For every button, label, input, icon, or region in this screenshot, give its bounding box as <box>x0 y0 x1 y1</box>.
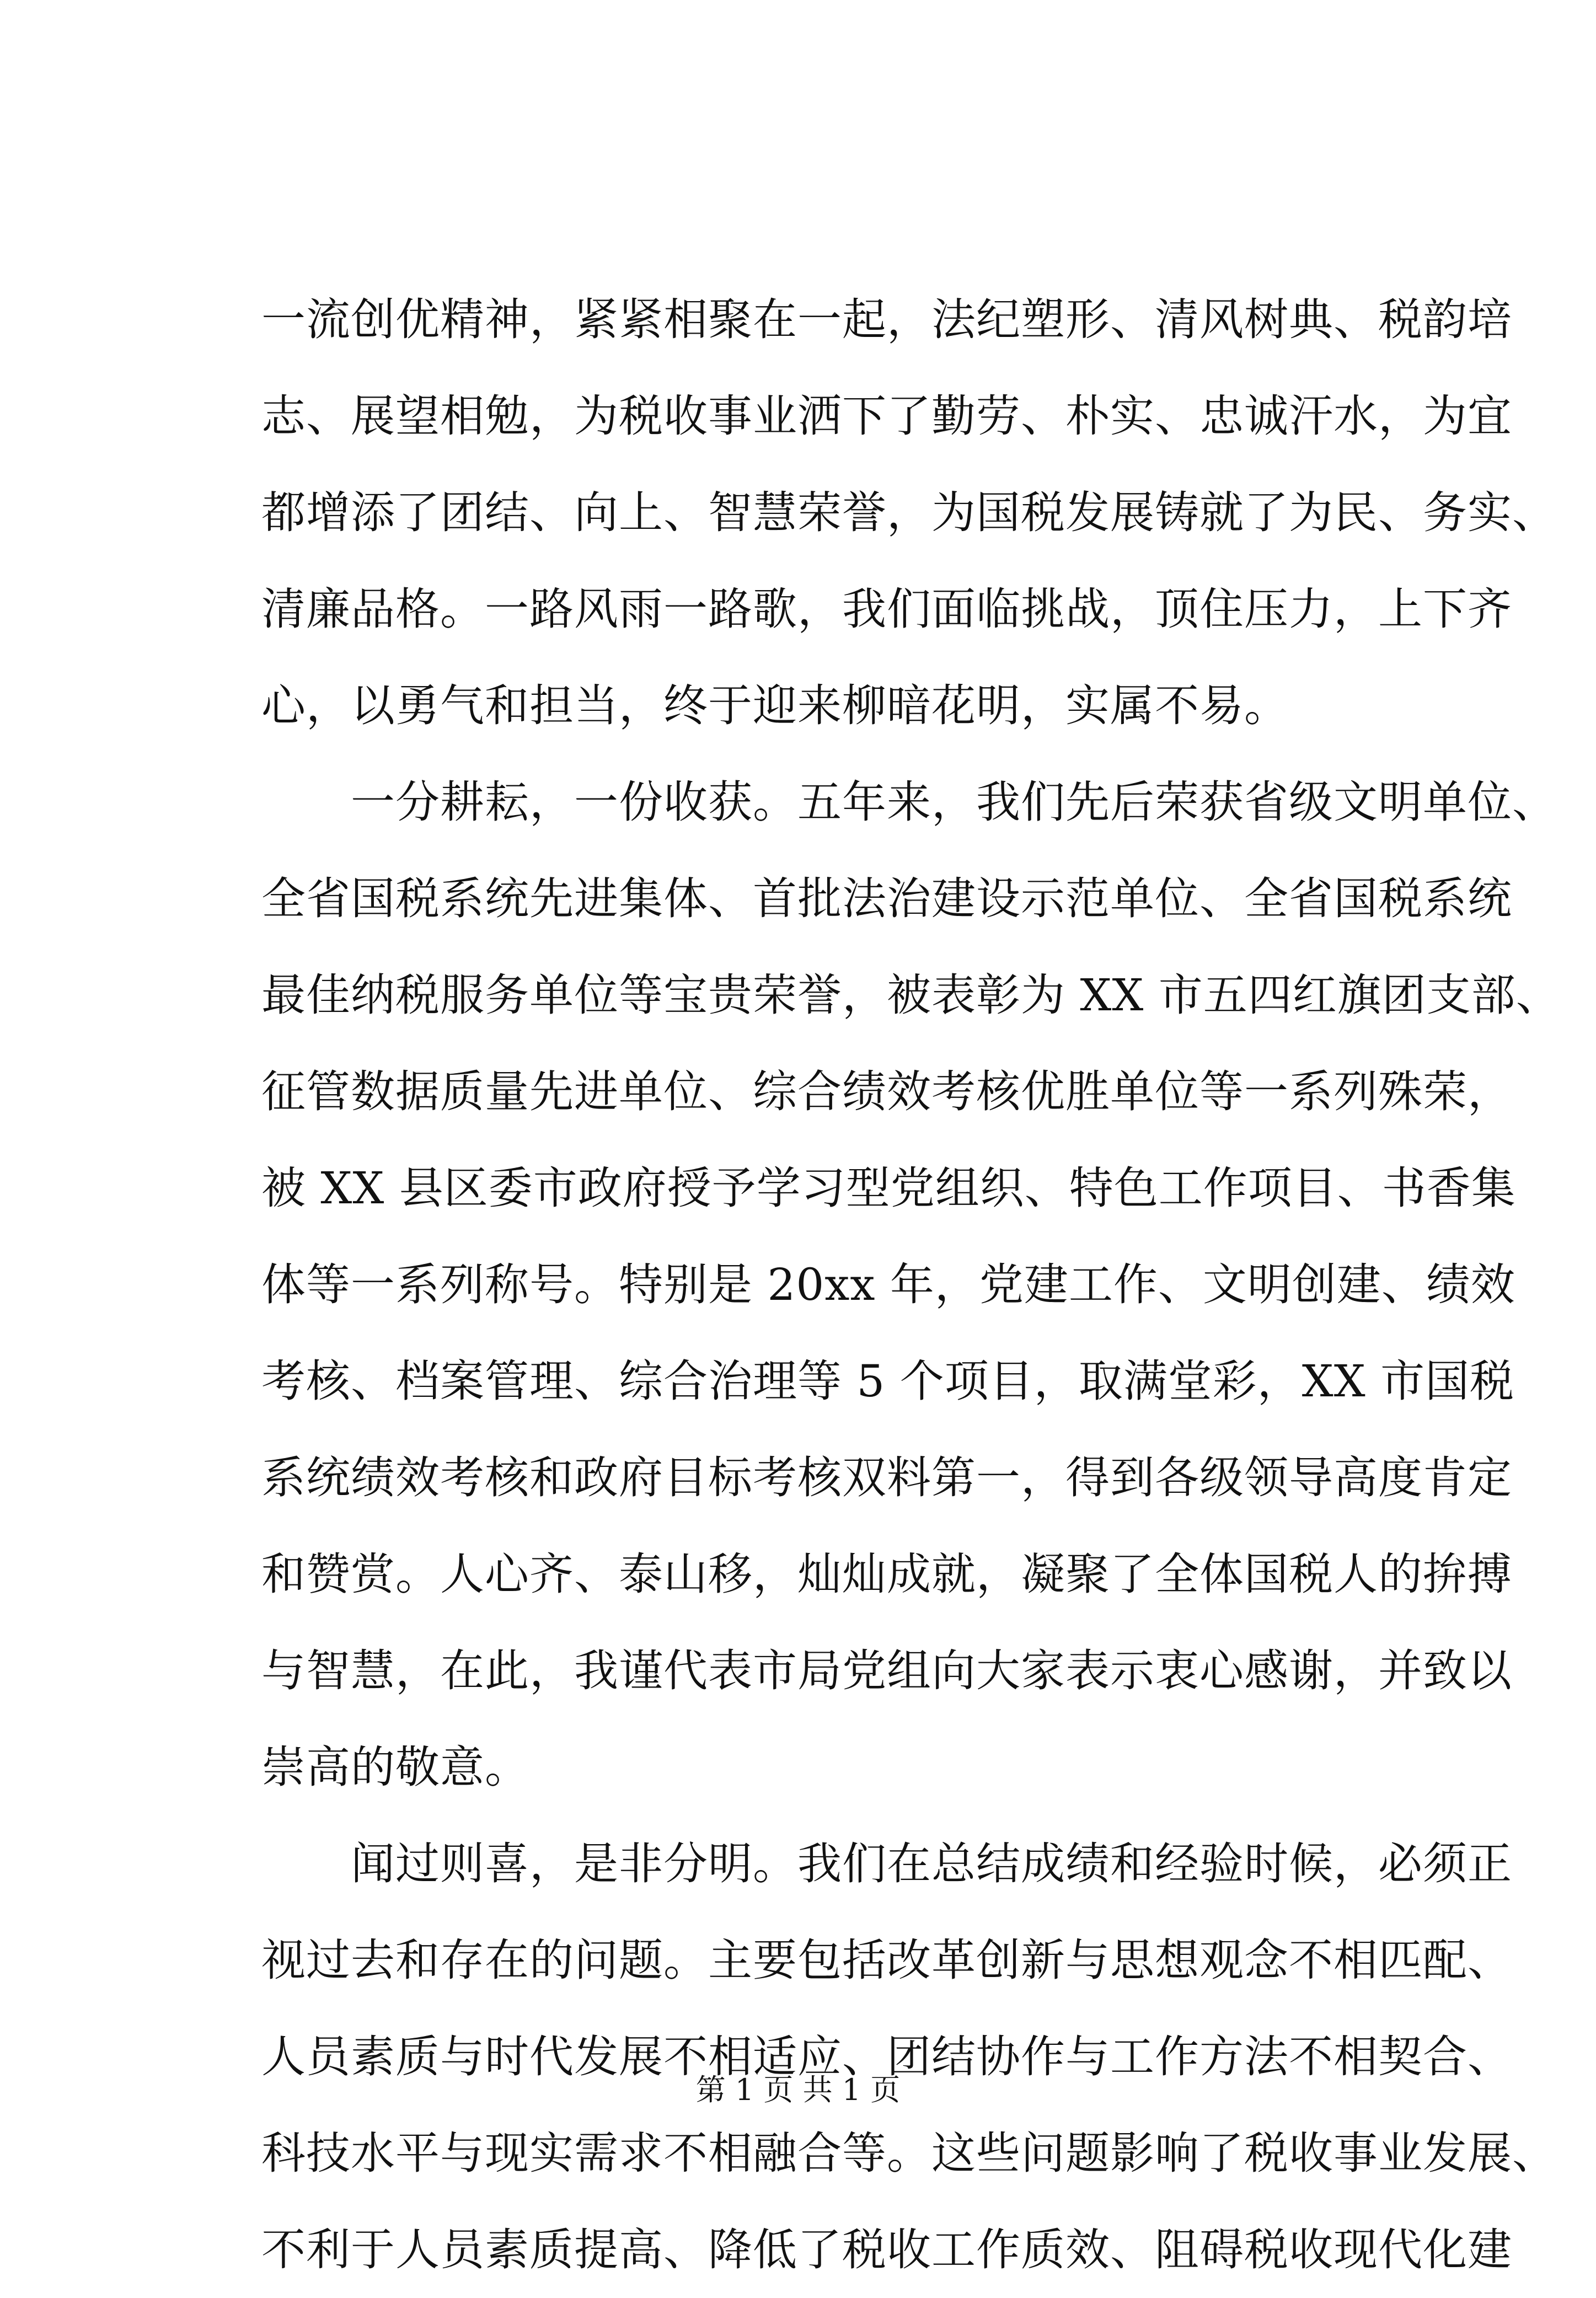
text-line: 科技水平与现实需求不相融合等。这些问题影响了税收事业发展、 <box>261 2128 1557 2179</box>
text-line: 一分耕耘，一份收获。五年来，我们先后荣获省级文明单位、 <box>261 776 1557 828</box>
text-line: 和赞赏。人心齐、泰山移，灿灿成就，凝聚了全体国税人的拚搏 <box>261 1549 1512 1600</box>
text-line: 视过去和存在的问题。主要包括改革创新与思想观念不相匹配、 <box>261 1935 1512 1986</box>
text-line: 考核、档案管理、综合治理等 5 个项目，取满堂彩，XX 市国税 <box>261 1356 1515 1407</box>
text-line: 体等一系列称号。特别是 20xx 年，党建工作、文明创建、绩效 <box>261 1259 1515 1310</box>
text-line: 清廉品格。一路风雨一路歌，我们面临挑战，顶住压力，上下齐 <box>261 583 1512 635</box>
text-line: 不利于人员素质提高、降低了税收工作质效、阻碍税收现代化建 <box>261 2224 1512 2275</box>
text-line: 征管数据质量先进单位、综合绩效考核优胜单位等一系列殊荣， <box>261 1066 1512 1117</box>
text-line: 都增添了团结、向上、智慧荣誉，为国税发展铸就了为民、务实、 <box>261 487 1557 538</box>
text-line: 心，以勇气和担当，终于迎来柳暗花明，实属不易。 <box>261 680 1289 731</box>
text-line: 与智慧，在此，我谨代表市局党组向大家表示衷心感谢，并致以 <box>261 1645 1512 1696</box>
text-line: 人员素质与时代发展不相适应、团结协作与工作方法不相契合、 <box>261 2031 1512 2082</box>
text-line: 全省国税系统先进集体、首批法治建设示范单位、全省国税系统 <box>261 873 1512 924</box>
page-footer: 第 1 页 共 1 页 <box>695 2072 901 2107</box>
text-line: 志、展望相勉，为税收事业洒下了勤劳、朴实、忠诚汗水，为宜 <box>261 390 1512 442</box>
text-line: 崇高的敬意。 <box>261 1742 529 1793</box>
text-line: 被 XX 县区委市政府授予学习型党组织、特色工作项目、书香集 <box>261 1163 1516 1214</box>
text-line: 闻过则喜，是非分明。我们在总结成绩和经验时候，必须正 <box>261 1838 1512 1889</box>
text-line: 系统绩效考核和政府目标考核双料第一，得到各级领导高度肯定 <box>261 1452 1512 1503</box>
body-text <box>261 271 1561 2298</box>
text-line: 最佳纳税服务单位等宝贵荣誉，被表彰为 XX 市五四红旗团支部、 <box>261 969 1561 1021</box>
text-line: 一流创优精神，紧紧相聚在一起，法纪塑形、清风树典、税韵培 <box>261 294 1512 345</box>
